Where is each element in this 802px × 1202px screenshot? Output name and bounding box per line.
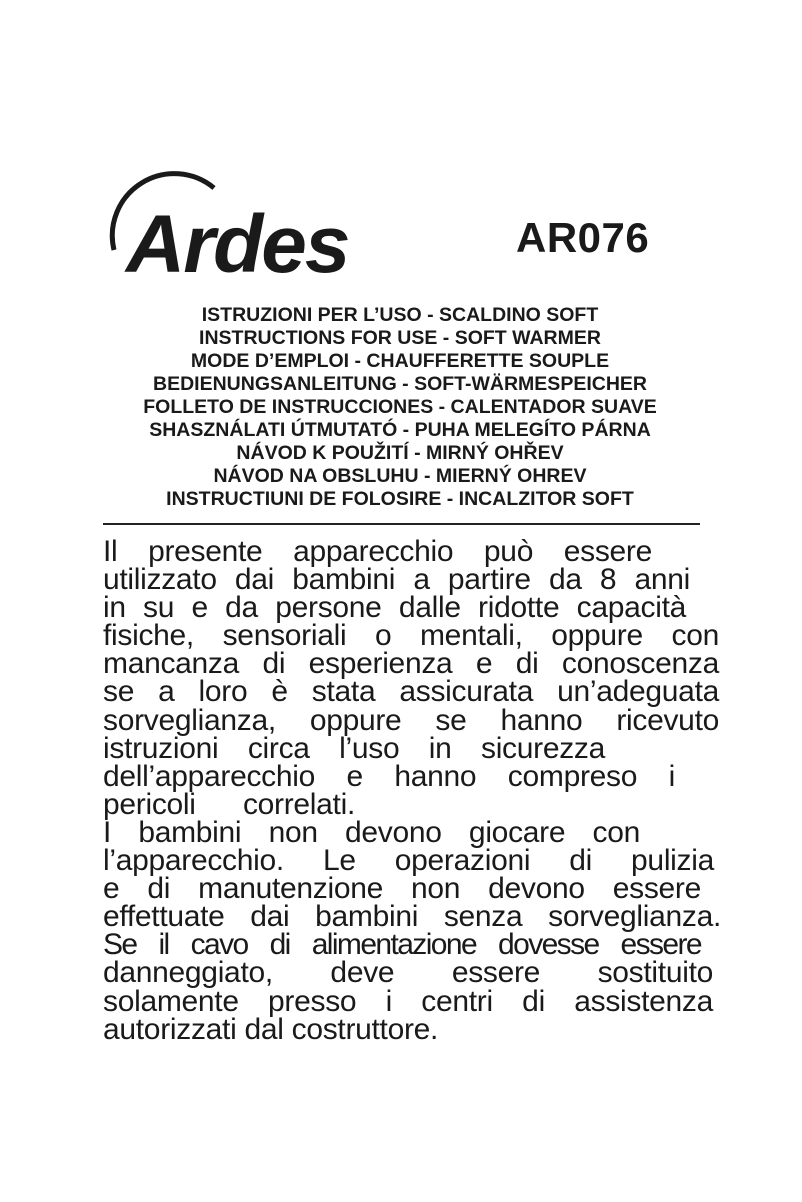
title-line: NÁVOD NA OBSLUHU - MIERNÝ OHREV [213,465,587,487]
title-line: SHASZNÁLATI ÚTMUTATÓ - PUHA MELEGÍTO PÁRNA [149,419,651,441]
model-number: AR076 [516,214,650,261]
body-line: utilizzato dai bambini a partire da 8 anni [103,563,690,597]
body-line: e di manutenzione non devono essere [103,872,701,906]
body-line: istruzioni circa l’uso in sicurezza [103,731,605,765]
ardes-logo [104,168,384,283]
body-line: sorveglianza, oppure se hanno ricevuto [103,703,719,737]
body-line: effettuate dai bambini senza sorveglianza. [103,900,721,934]
body-line: autorizzati dal costruttore. [103,1012,439,1046]
title-line: ISTRUZIONI PER L’USO - SCALDINO SOFT [201,304,599,326]
title-line: INSTRUCTIUNI DE FOLOSIRE - INCALZITOR SOFT [166,488,634,510]
body-line: pericoli correlati. [103,787,355,821]
svg-text:Ardes: Ardes [126,199,349,283]
body-line: dell’apparecchio e hanno compreso i [103,759,675,793]
body-line: l’apparecchio. Le operazioni di pulizia [103,844,714,878]
safety-warning-text [103,535,721,1046]
body-line: Il presente apparecchio può essere [103,535,652,568]
manual-titles [80,304,720,511]
body-line: se a loro è stata assicurata un’adeguata [103,675,719,709]
title-line: INSTRUCTIONS FOR USE - SOFT WARMER [199,327,601,349]
body-line: Se il cavo di alimentazione dovesse essere [103,928,701,962]
title-line: NÁVOD K POUŽITÍ - MIRNÝ OHŘEV [236,442,564,464]
body-line: in su e da persone dalle ridotte capacità [103,591,686,625]
body-line: fisiche, sensoriali o mentali, oppure con [103,619,719,653]
body-line: solamente presso i centri di assistenza [103,984,713,1018]
body-line: danneggiato, deve essere sostituito [103,956,713,990]
title-line: MODE D’EMPLOI - CHAUFFERETTE SOUPLE [190,350,610,372]
divider [103,523,700,525]
title-line: FOLLETO DE INSTRUCCIONES - CALENTADOR SUAVE [143,396,657,418]
title-line: BEDIENUNGSANLEITUNG - SOFT-WÄRMESPEICHER [152,373,647,395]
body-line: I bambini non devono giocare con [103,815,640,849]
body-line: mancanza di esperienza e di conoscenza [103,647,719,681]
